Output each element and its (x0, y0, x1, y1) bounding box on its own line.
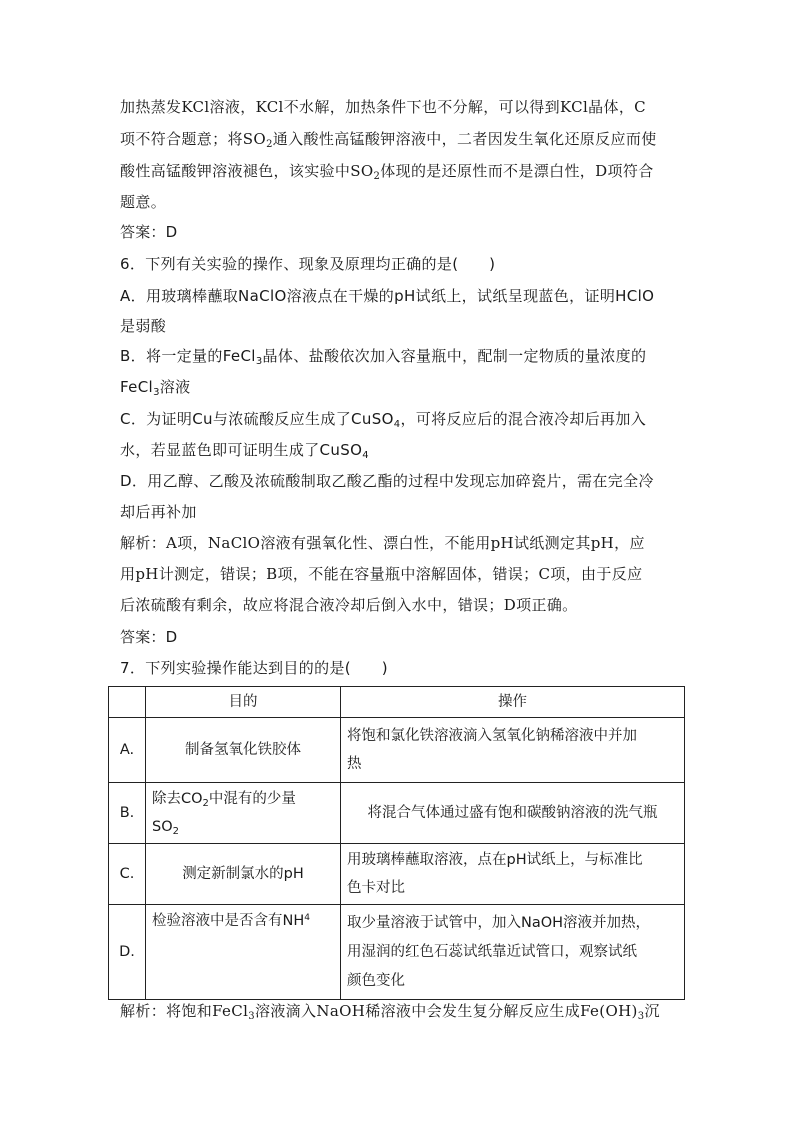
table-row (109, 844, 685, 905)
option-a-cont: 是弱酸 (120, 317, 167, 335)
operation-cell: 将饱和氯化铁溶液滴入氢氧化钠稀溶液中并加 热 (341, 718, 685, 783)
operation-cell: 用玻璃棒蘸取溶液，点在pH试纸上，与标准比 色卡对比 (341, 844, 685, 905)
option-a: A．用玻璃棒蘸取NaClO溶液点在干燥的pH试纸上，试纸呈现蓝色，证明HClO (120, 287, 655, 305)
table-header-row (109, 687, 685, 718)
explanation-line: 解析：将饱和FeCl$_3$溶液滴入NaOH稀溶液中会发生复分解反应生成$Fe(OH)_3$沉 (120, 1002, 660, 1022)
goal-cell: 制备氢氧化铁胶体 (146, 718, 341, 783)
goal-cell: 测定新制氯水的pH (146, 844, 341, 905)
question-7-stem: 7．下列实验操作能达到目的的是( ) (120, 659, 388, 677)
explanation-line: 题意。 (120, 193, 167, 211)
table-row (109, 783, 685, 844)
goal-cell: 检验溶液中是否含有$NH^4$ (146, 905, 341, 1000)
answer-label: 答案：D (120, 223, 178, 241)
table-row (109, 905, 685, 1000)
option-b: B．将一定量的FeCl$_3$晶体、盐酸依次加入容量瓶中，配制一定物质的量浓度的 (120, 347, 647, 367)
option-c-cont: 水，若显蓝色即可证明生成了CuSO$_4$ (120, 441, 369, 461)
question-6-stem: 6．下列有关实验的操作、现象及原理均正确的是( ) (120, 255, 496, 273)
row-label: C. (109, 844, 146, 905)
header-blank-cell (109, 687, 146, 718)
option-c: C．为证明Cu与浓硫酸反应生成了CuSO$_4$，可将反应后的混合液冷却后再加入 (120, 410, 647, 430)
explanation-line: 项不符合题意；将$SO_2$通入酸性高锰酸钾溶液中，二者因发生氧化还原反应而使 (120, 130, 657, 150)
explanation-line: 加热蒸发KCl溶液，KCl不水解，加热条件下也不分解，可以得到KCl晶体，C (120, 98, 647, 116)
answer-label: 答案：D (120, 628, 178, 646)
row-label: A. (109, 718, 146, 783)
explanation-line: 酸性高锰酸钾溶液褪色，该实验中$SO_2$体现的是还原性而不是漂白性，D项符合 (120, 162, 654, 182)
explanation-line: 后浓硫酸有剩余，故应将混合液冷却后倒入水中，错误；D项正确。 (120, 596, 578, 614)
goal-cell: 除去$CO_2$中混有的少量 $SO_2$ (146, 783, 341, 844)
header-goal: 目的 (146, 687, 341, 718)
row-label: D. (109, 905, 146, 1000)
option-d-cont: 却后再补加 (120, 503, 197, 521)
table-row (109, 718, 685, 783)
operation-cell: 将混合气体通过盛有饱和碳酸钠溶液的洗气瓶 (341, 783, 685, 844)
experiment-table (108, 686, 685, 1000)
explanation-line: 用pH计测定，错误；B项，不能在容量瓶中溶解固体，错误；C项，由于反应 (120, 565, 643, 583)
option-d: D．用乙醇、乙酸及浓硫酸制取乙酸乙酯的过程中发现忘加碎瓷片，需在完全冷 (120, 472, 654, 490)
operation-cell: 取少量溶液于试管中，加入NaOH溶液并加热， 用湿润的红色石蕊试纸靠近试管口，观察试纸 颜色变化 (341, 905, 685, 1000)
row-label: B. (109, 783, 146, 844)
header-operation: 操作 (341, 687, 685, 718)
option-b-cont: FeCl$_3$溶液 (120, 378, 191, 398)
explanation-line: 解析：A项，NaClO溶液有强氧化性、漂白性，不能用pH试纸测定其pH，应 (120, 534, 645, 552)
